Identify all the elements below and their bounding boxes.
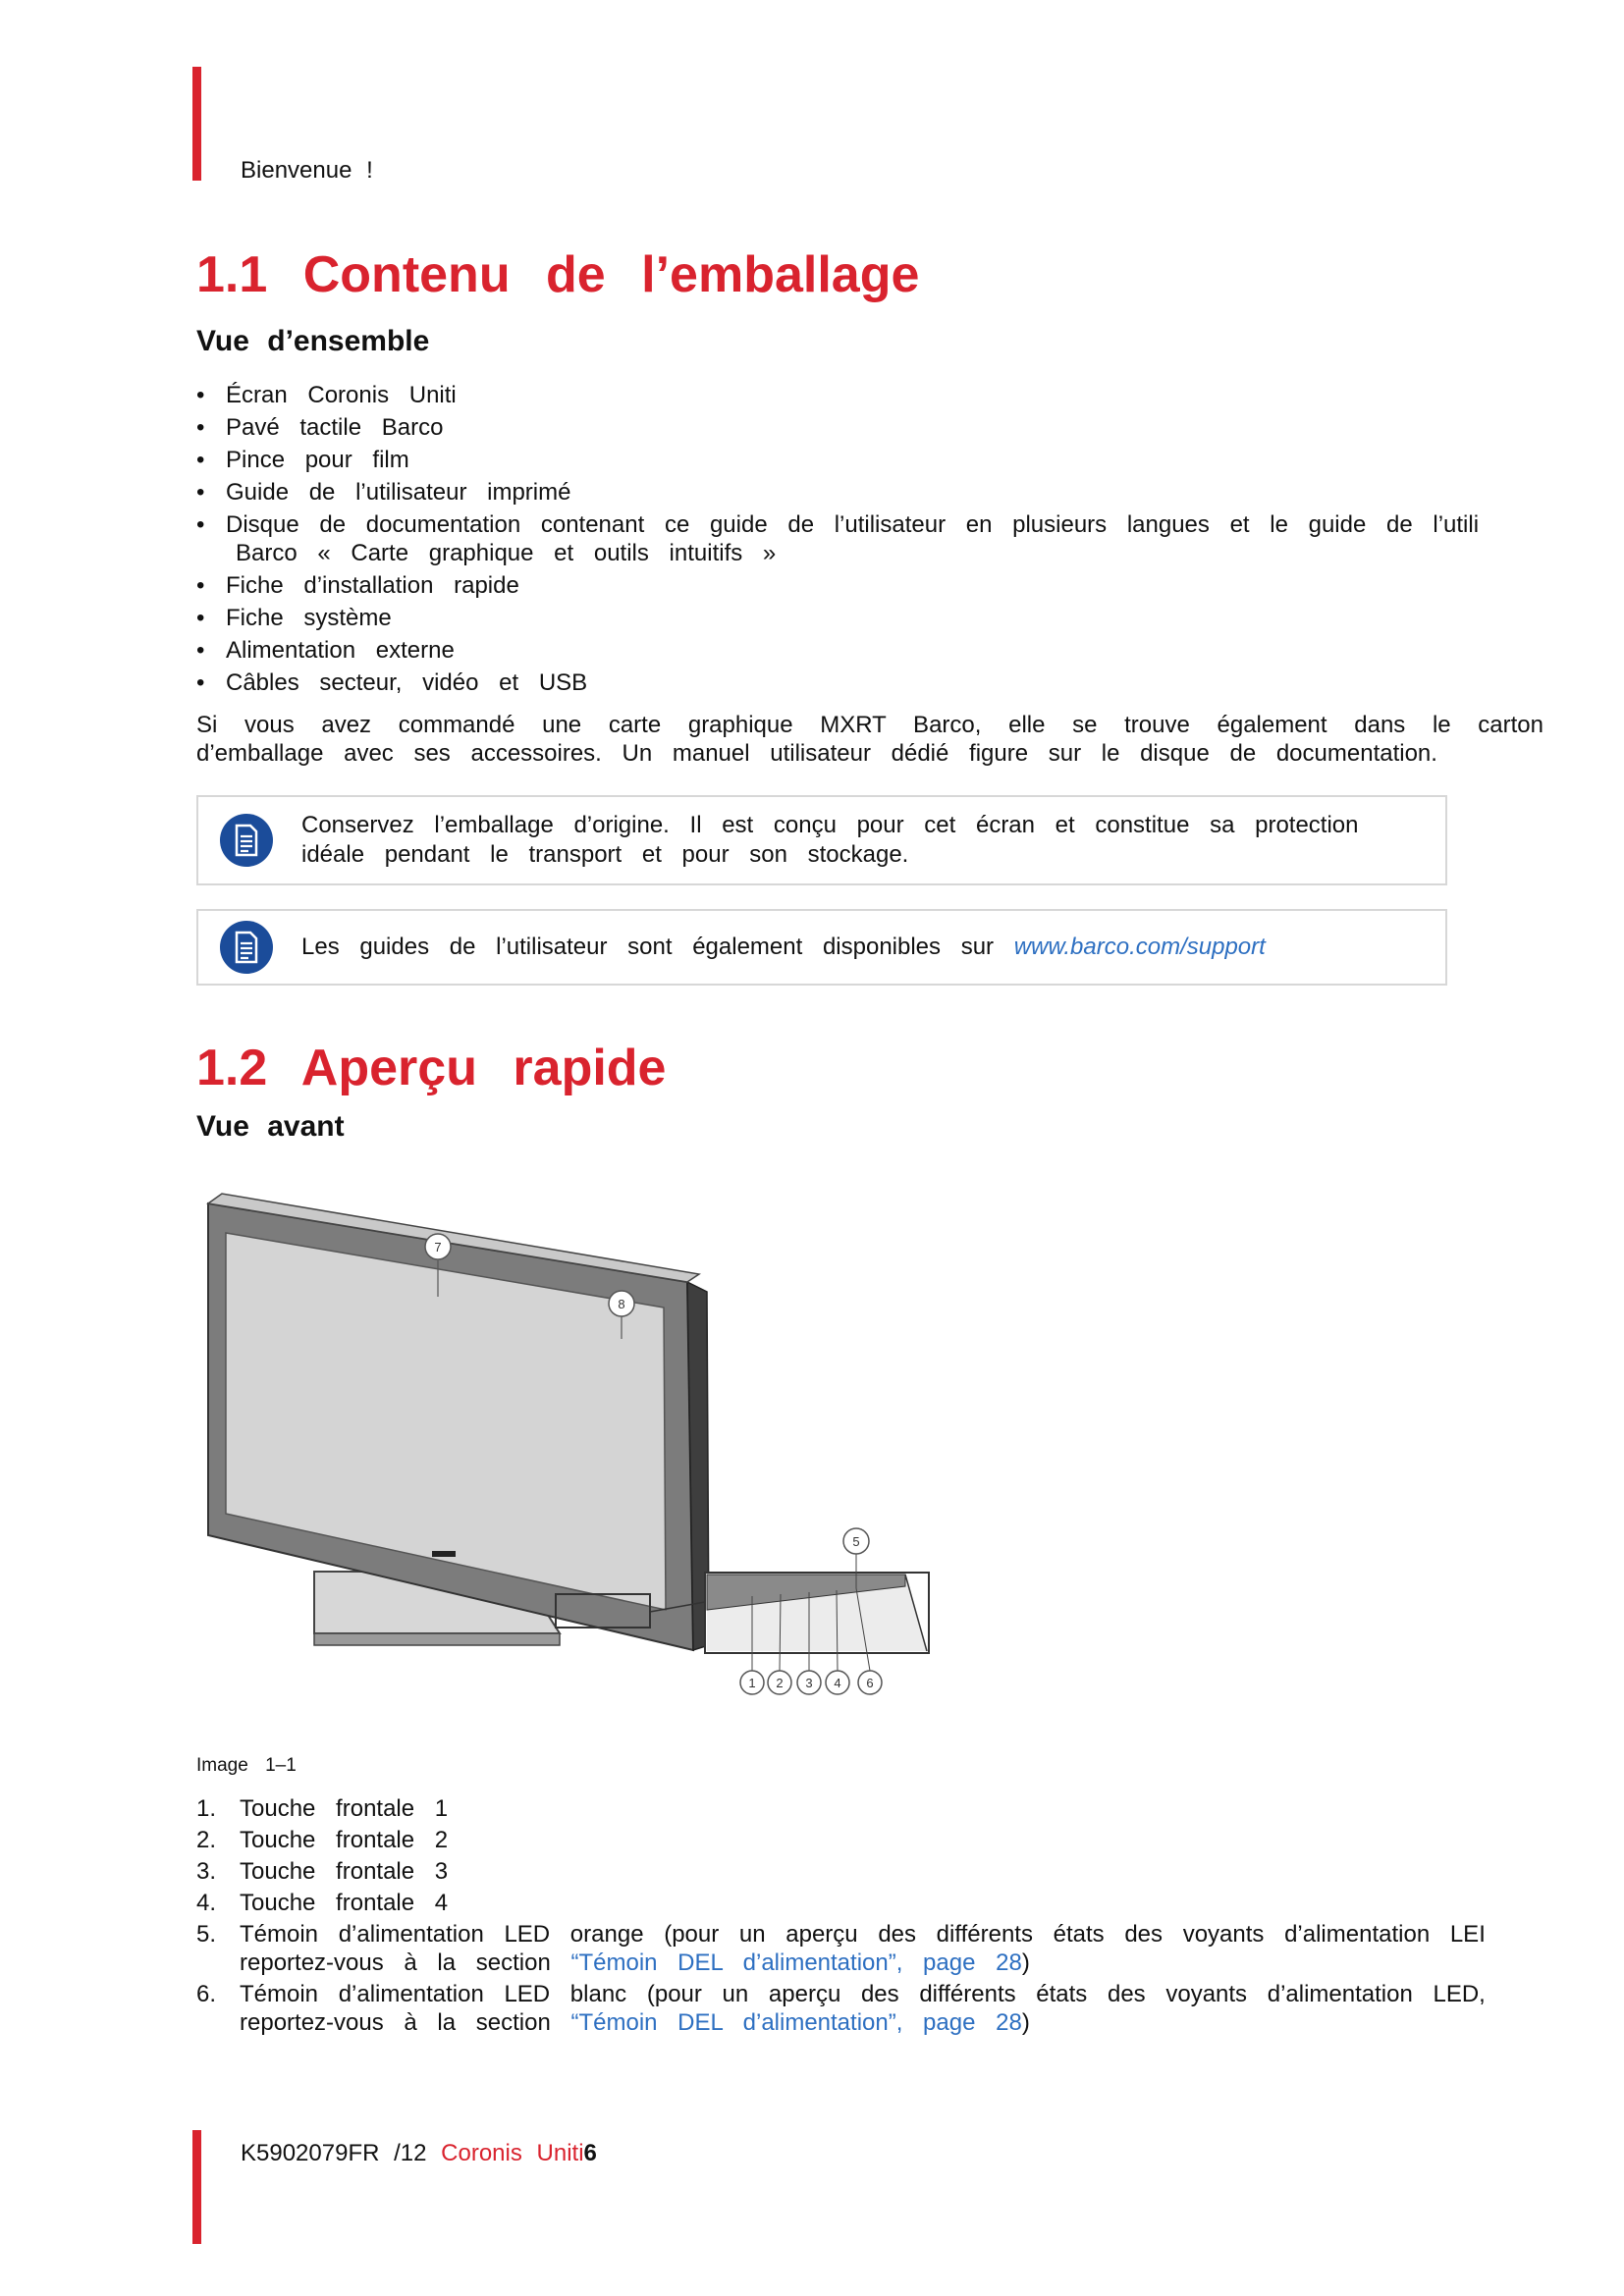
item-text: Touche frontale 4 — [240, 1890, 449, 1916]
item-number: 2. — [196, 1827, 217, 1853]
header-red-bar — [192, 67, 201, 181]
note-icon — [220, 814, 273, 867]
item-continuation-suffix: ) — [1021, 2009, 1030, 2036]
power-led-section-link[interactable]: “Témoin DEL d’alimentation”, page 28 — [570, 2009, 1022, 2036]
list-item — [196, 1826, 1542, 1854]
section-1-subtitle: Vue d’ensemble — [196, 325, 430, 357]
list-item-text: Guide de l’utilisateur imprimé — [226, 479, 571, 506]
barco-support-link[interactable]: www.barco.com/support — [1013, 934, 1266, 960]
note-text: Les guides de l’utilisateur sont également disponibles sur — [301, 934, 995, 960]
item-continuation-text: reportez-vous à la section — [240, 2009, 551, 2036]
section-2-title: 1.2 Aperçu rapide — [196, 1040, 667, 1096]
list-item-continuation: Barco « Carte graphique et outils intuitifs » — [236, 540, 777, 566]
section-1-title: 1.1 Contenu de l’emballage — [196, 246, 920, 303]
list-item — [196, 636, 1542, 665]
list-item-text: Disque de documentation contenant ce guide de l’utilisateur en plusieurs langues et le guide de l’utili — [226, 511, 1480, 538]
callout-label: 4 — [834, 1676, 841, 1690]
list-item — [196, 668, 1542, 697]
callout-label: 5 — [852, 1534, 860, 1549]
list-item — [196, 446, 1542, 474]
item-text: Touche frontale 2 — [240, 1827, 449, 1853]
section-2-subtitle: Vue avant — [196, 1110, 345, 1143]
list-item — [196, 1889, 1542, 1917]
callout-label: 3 — [805, 1676, 813, 1690]
list-item — [196, 1920, 1542, 1977]
list-item — [196, 413, 1542, 442]
list-item-text: Pince pour film — [226, 447, 409, 473]
monitor-front-illustration — [196, 1184, 943, 1734]
power-led-section-link[interactable]: “Témoin DEL d’alimentation”, page 28 — [570, 1949, 1022, 1976]
list-item-text: Alimentation externe — [226, 637, 455, 664]
page-content — [196, 245, 1542, 2040]
footer-red-bar — [192, 2130, 201, 2244]
front-view-figure — [196, 1184, 943, 1734]
list-item — [196, 604, 1542, 632]
list-item — [196, 381, 1542, 409]
list-item — [196, 571, 1542, 600]
item-continuation — [240, 2008, 1542, 2037]
callout-label: 8 — [618, 1297, 625, 1311]
item-number: 4. — [196, 1890, 217, 1916]
list-item-text: Câbles secteur, vidéo et USB — [226, 669, 588, 696]
item-continuation-suffix: ) — [1021, 1949, 1030, 1976]
list-item — [196, 1980, 1542, 2037]
figure-caption: Image 1–1 — [196, 1755, 297, 1776]
barco-logo — [432, 1551, 456, 1557]
note-text: Conservez l’emballage d’origine. Il est conçu pour cet écran et constitue sa protection idéale pendant le transport et pour son stockage. — [301, 812, 1359, 868]
list-item-text: Fiche d’installation rapide — [226, 572, 519, 599]
list-item-text: Pavé tactile Barco — [226, 414, 444, 441]
item-number: 1. — [196, 1795, 217, 1822]
list-item-text: Fiche système — [226, 605, 392, 631]
list-item — [196, 1857, 1542, 1886]
item-number: 5. — [196, 1921, 217, 1948]
callout-label: 6 — [866, 1676, 874, 1690]
item-continuation-text: reportez-vous à la section — [240, 1949, 551, 1976]
list-item — [196, 478, 1542, 507]
graphics-card-paragraph: Si vous avez commandé une carte graphique MXRT Barco, elle se trouve également dans le carton d’emballage avec ses accessoires. Un manuel utilisateur dédié figure sur le disque de documentation. — [196, 712, 1543, 767]
item-text: Témoin d’alimentation LED blanc (pour un aperçu des différents états des voyants d’alimentation LED, — [240, 1981, 1486, 2007]
note-online-guides — [196, 909, 1447, 986]
section-2 — [196, 1039, 1542, 2037]
front-view-legend — [196, 1794, 1542, 2037]
item-number: 6. — [196, 1981, 217, 2007]
document-number: K5902079FR /12 — [241, 2140, 427, 2166]
page-footer — [241, 2140, 597, 2167]
callout-label: 2 — [776, 1676, 784, 1690]
package-contents-list — [196, 381, 1542, 697]
running-header: Bienvenue ! — [241, 157, 373, 184]
callout-label: 1 — [748, 1676, 756, 1690]
list-item — [196, 510, 1542, 567]
callout-label: 7 — [434, 1240, 442, 1255]
item-text: Touche frontale 3 — [240, 1858, 449, 1885]
product-name: Coronis Uniti — [441, 2140, 584, 2166]
list-item — [196, 1794, 1542, 1823]
note-packaging — [196, 795, 1447, 885]
stand-base-edge — [314, 1633, 560, 1645]
note-icon — [220, 921, 273, 974]
item-number: 3. — [196, 1858, 217, 1885]
item-continuation — [240, 1949, 1542, 1977]
list-item-text: Écran Coronis Uniti — [226, 382, 457, 408]
item-text: Touche frontale 1 — [240, 1795, 449, 1822]
page-number: 6 — [583, 2140, 597, 2166]
item-text: Témoin d’alimentation LED orange (pour un aperçu des différents états des voyants d’alimentation LEI — [240, 1921, 1486, 1948]
